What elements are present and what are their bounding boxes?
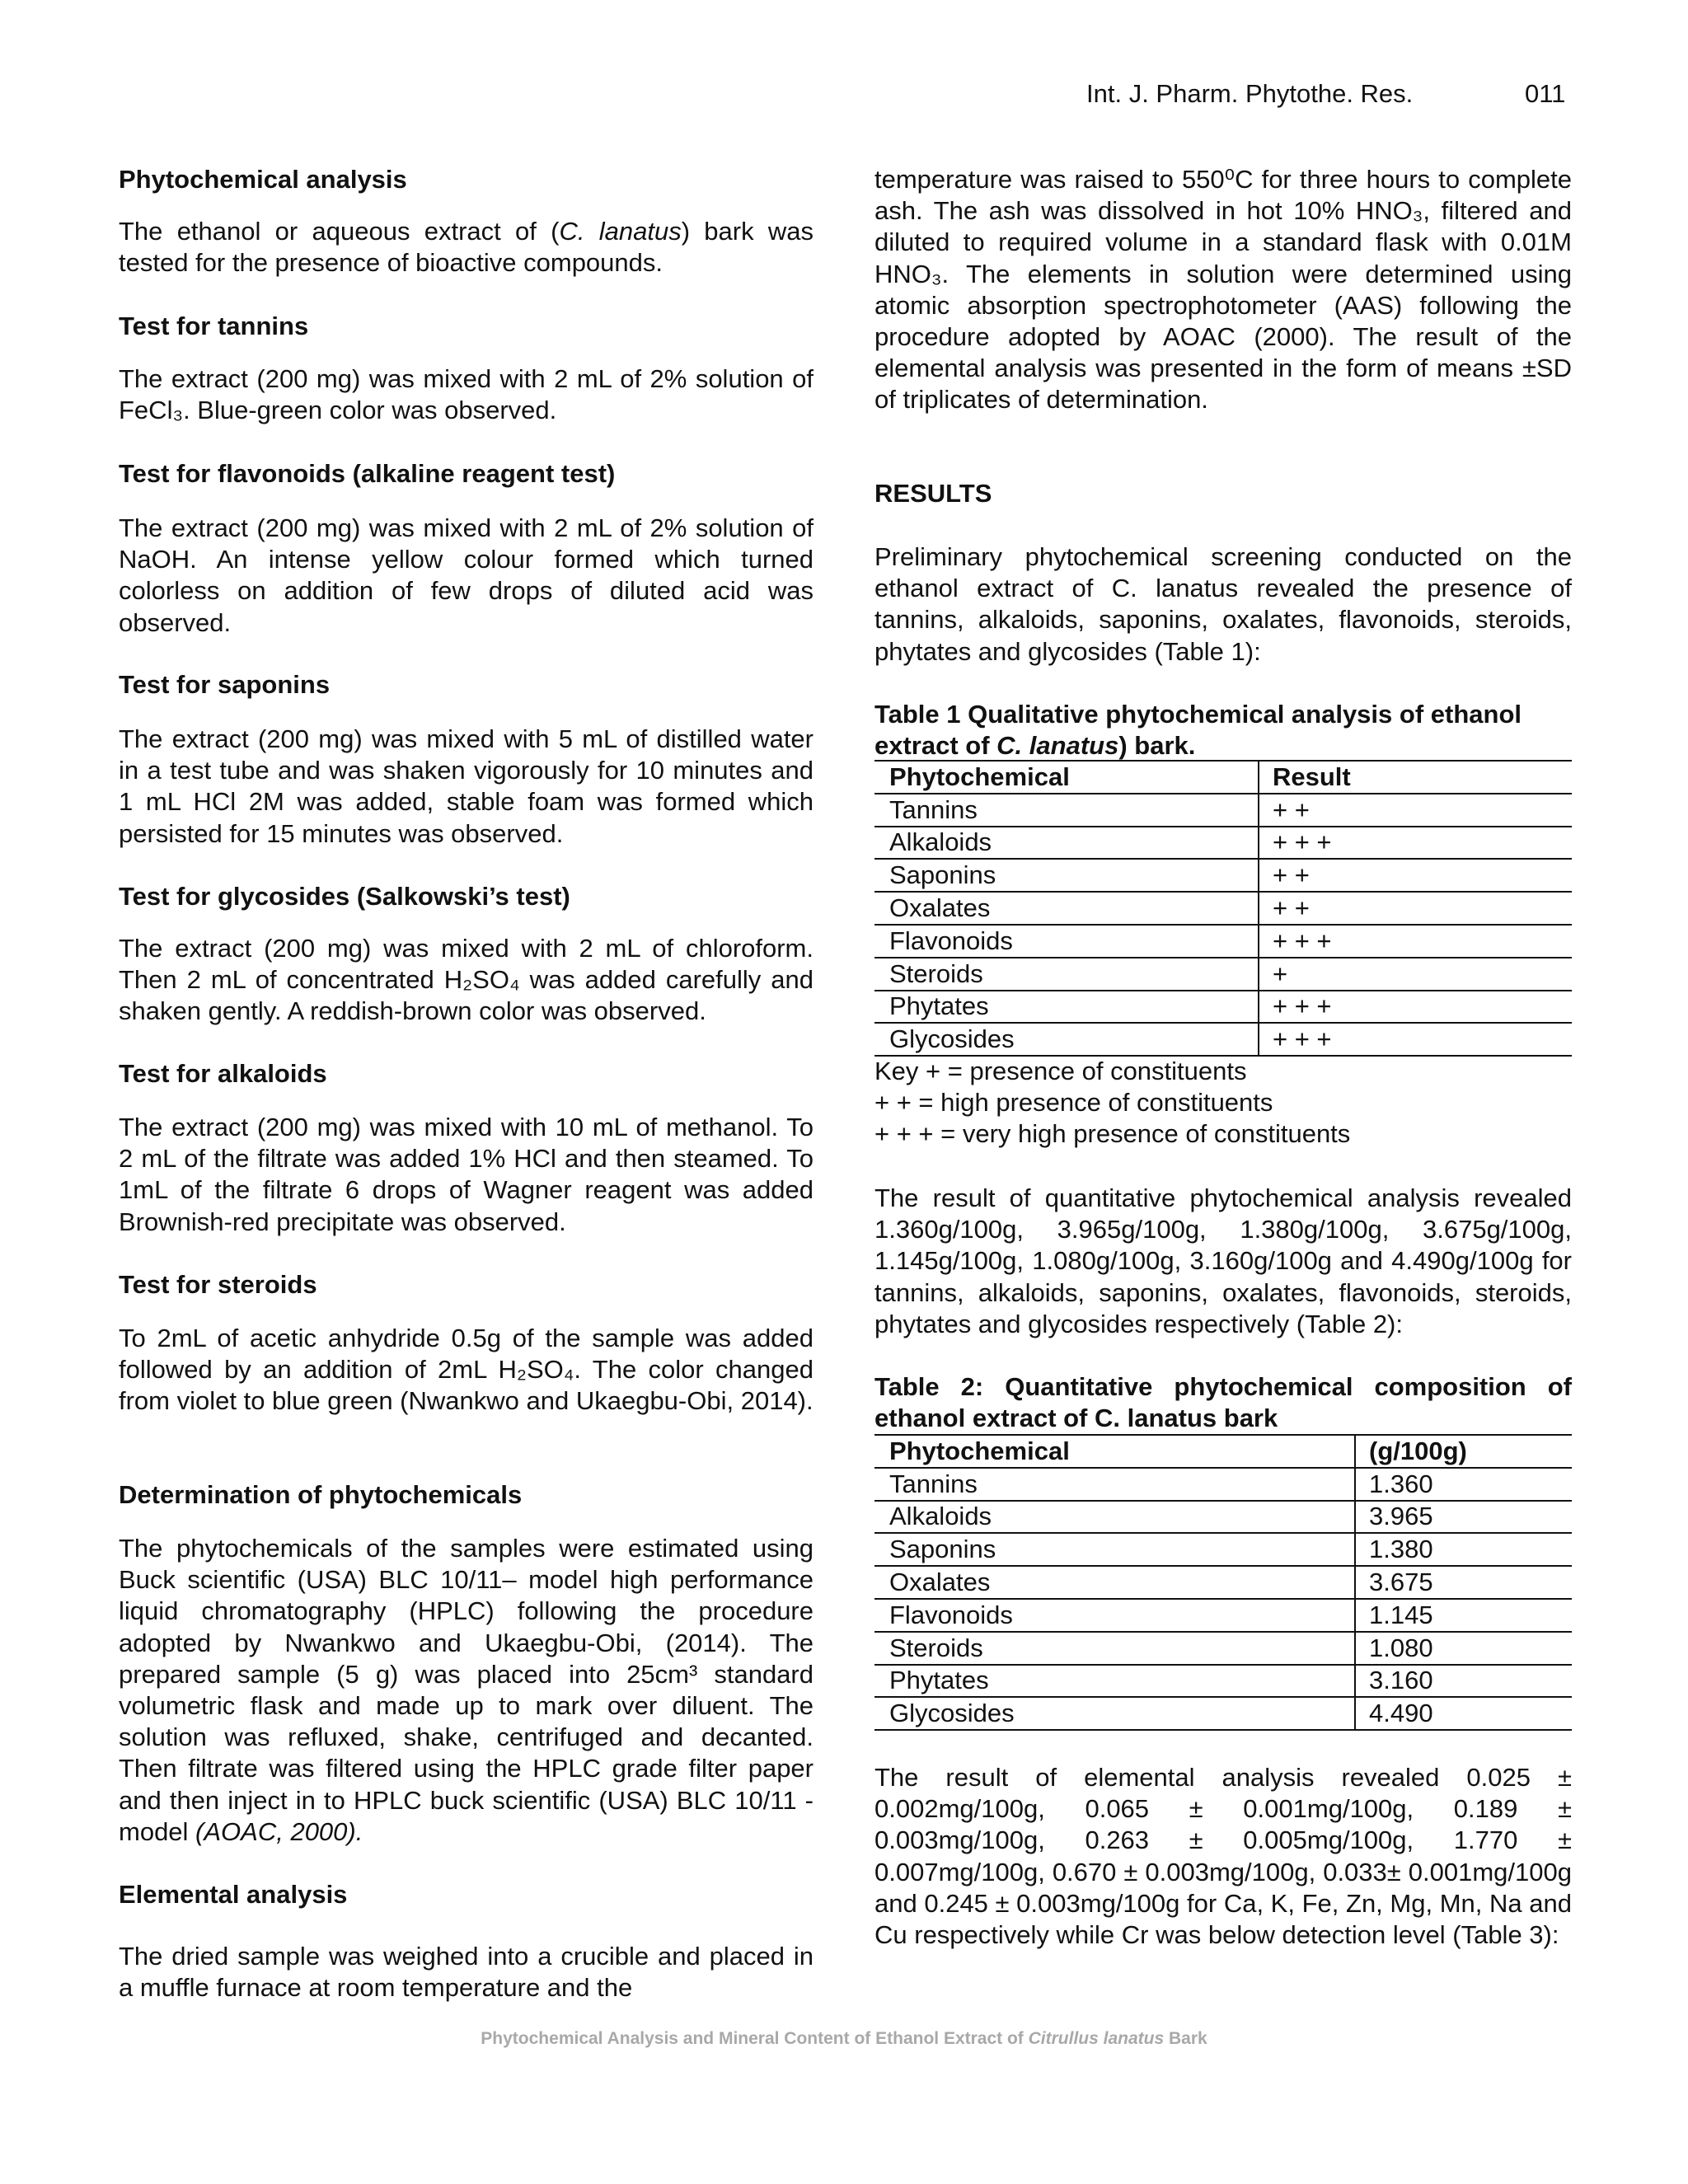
text: ) bark. (1118, 731, 1196, 761)
table-cell: + + (1259, 892, 1572, 925)
table-row (874, 1665, 1572, 1698)
key-line: + + = high presence of constituents (874, 1088, 1273, 1118)
table-row (874, 1468, 1572, 1501)
table-row (874, 1533, 1572, 1566)
heading-flavonoids: Test for flavonoids (alkaline reagent test) (119, 459, 616, 488)
paragraph-alkaloids: The extract (200 mg) was mixed with 10 mL of methanol. To 2 mL of the filtrate was added 1% HCl and then steamed. To 1mL of the filtrate 6 drops of Wagner reagent was added Brownish-red precipitate was observed. (119, 1113, 814, 1236)
table-row (874, 1023, 1572, 1056)
column-header: Phytochemical (874, 761, 1259, 794)
heading-determination: Determination of phytochemicals (119, 1480, 523, 1509)
page-number: 011 (1525, 79, 1566, 108)
table-row (874, 1566, 1572, 1599)
table-row (874, 925, 1572, 958)
table-cell: Steroids (874, 958, 1259, 991)
running-footer (0, 2029, 1688, 2049)
table-row (874, 1599, 1572, 1632)
table-cell: Phytates (874, 1665, 1355, 1698)
paragraph-determination (119, 1533, 814, 1848)
text: Bark (1164, 2029, 1207, 2048)
key-line: + + + = very high presence of constituents (874, 1119, 1351, 1149)
paragraph-results: Preliminary phytochemical screening conducted on the ethanol extract of C. lanatus revealed the presence of tannins, alkaloids, saponins, oxalates, flavonoids, steroids, phytates and glycosides (Table 1): (874, 542, 1572, 666)
table-cell: Phytates (874, 991, 1259, 1024)
table-cell: + + (1259, 794, 1572, 827)
paragraph-quantitative: The result of quantitative phytochemical analysis revealed 1.360g/100g, 3.965g/100g, 1.380g/100g, 3.675g/100g, 1.145g/100g, 1.080g/100g, 3.160g/100g and 4.490g/100g for tannins, alkaloids, saponins, oxalates, flavonoids, steroids, phytates and glycosides respectively (Table 2): (874, 1183, 1572, 1338)
paragraph-tannins: The extract (200 mg) was mixed with 2 mL of 2% solution of FeCl₃. Blue-green color was observed. (119, 364, 814, 425)
species-name: Citrullus lanatus (1028, 2029, 1165, 2048)
table-header-row (874, 761, 1572, 794)
table-row (874, 1697, 1572, 1730)
species-name: C. lanatus (559, 217, 682, 246)
table-cell: + (1259, 958, 1572, 991)
table-cell: Alkaloids (874, 827, 1259, 860)
table-cell: 1.380 (1355, 1533, 1572, 1566)
table-cell: 1.145 (1355, 1599, 1572, 1632)
table1-caption (874, 699, 1572, 762)
column-header: (g/100g) (1355, 1435, 1572, 1468)
table-cell: Oxalates (874, 892, 1259, 925)
key-line: Key + = presence of constituents (874, 1057, 1247, 1085)
paragraph-elemental-analysis: The dried sample was weighed into a crucible and placed in a muffle furnace at room temperature and the (119, 1942, 814, 2003)
text: Table 1 Qualitative phytochemical analysis of ethanol extract of (874, 700, 1522, 761)
column-header: Phytochemical (874, 1435, 1355, 1468)
paragraph-glycosides: The extract (200 mg) was mixed with 2 mL of chloroform. Then 2 mL of concentrated H₂SO₄ was added carefully and shaken gently. A reddish-brown color was observed. (119, 934, 814, 1026)
heading-results: RESULTS (874, 479, 992, 508)
heading-tannins: Test for tannins (119, 312, 309, 340)
table-cell: Glycosides (874, 1023, 1259, 1056)
table-cell: 1.360 (1355, 1468, 1572, 1501)
paragraph-steroids: To 2mL of acetic anhydride 0.5g of the sample was added followed by an addition of 2mL H₂SO₄. The color changed from violet to blue green (Nwankwo and Ukaegbu-Obi, 2014). (119, 1324, 814, 1416)
table-header-row (874, 1435, 1572, 1468)
heading-alkaloids: Test for alkaloids (119, 1059, 327, 1088)
heading-glycosides: Test for glycosides (Salkowski’s test) (119, 882, 570, 911)
paragraph-elemental-results: The result of elemental analysis revealed 0.025 ± 0.002mg/100g, 0.065 ± 0.001mg/100g, 0.189 ± 0.003mg/100g, 0.263 ± 0.005mg/100g, 1.770 ± 0.007mg/100g, 0.670 ± 0.003mg/100g, 0.033± 0.001mg/100g and 0.245 ± 0.003mg/100g for Ca, K, Fe, Zn, Mg, Mn, Na and Cu respectively while Cr was below detection level (Table 3): (874, 1763, 1572, 1950)
species-name: C. lanatus (996, 731, 1119, 761)
table-cell: 3.675 (1355, 1566, 1572, 1599)
paragraph-flavonoids: The extract (200 mg) was mixed with 2 mL of 2% solution of NaOH. An intense yellow colour formed which turned colorless on addition of few drops of diluted acid was observed. (119, 513, 814, 637)
table-cell: Saponins (874, 859, 1259, 892)
table-cell: 3.160 (1355, 1665, 1572, 1698)
table-row (874, 991, 1572, 1024)
heading-saponins: Test for saponins (119, 670, 331, 699)
table-cell: + + + (1259, 827, 1572, 860)
table-row (874, 958, 1572, 991)
table-cell: + + + (1259, 1023, 1572, 1056)
table-cell: 3.965 (1355, 1501, 1572, 1534)
table-row (874, 859, 1572, 892)
text: Phytochemical Analysis and Mineral Content of Ethanol Extract of (481, 2029, 1029, 2048)
text: ) bark was tested for the presence of bioactive compounds. (119, 217, 814, 278)
table-quantitative (874, 1434, 1572, 1731)
column-header: Result (1259, 761, 1572, 794)
table-row (874, 892, 1572, 925)
table-row (874, 1501, 1572, 1534)
table-cell: 1.080 (1355, 1632, 1572, 1665)
table-cell: Glycosides (874, 1697, 1355, 1730)
table-row (874, 794, 1572, 827)
table1-key (874, 1056, 1572, 1151)
table-cell: Steroids (874, 1632, 1355, 1665)
citation: (AOAC, 2000). (195, 1816, 363, 1846)
table-row (874, 827, 1572, 860)
table-cell: Alkaloids (874, 1501, 1355, 1534)
paragraph-saponins: The extract (200 mg) was mixed with 5 mL of distilled water in a test tube and was shaken vigorously for 10 minutes and 1 mL HCl 2M was added, stable foam was formed which persisted for 15 minutes was observed. (119, 724, 814, 848)
running-header-journal: Int. J. Pharm. Phytothe. Res. (1086, 79, 1414, 108)
table-qualitative (874, 760, 1572, 1057)
text: The ethanol or aqueous extract of ( (119, 217, 560, 246)
paragraph-phytochemical-analysis (119, 216, 814, 279)
heading-elemental-analysis: Elemental analysis (119, 1880, 348, 1909)
table-cell: + + (1259, 859, 1572, 892)
table-cell: Flavonoids (874, 925, 1259, 958)
table-cell: Tannins (874, 794, 1259, 827)
heading-phytochemical-analysis: Phytochemical analysis (119, 165, 407, 194)
text: The phytochemicals of the samples were estimated using Buck scientific (USA) BLC 10/11– model high performance liquid chromatography (HPLC) following the procedure adopted by Nwankwo and Ukaegbu-Obi, (2014). The prepared sample (5 g) was placed into 25cm³ standard volumetric flask and made up to mark over diluent. The solution was refluxed, shake, centrifuged and decanted. Then filtrate was filtered using the HPLC grade filter paper and then inject in to HPLC buck scientific (USA) BLC 10/11 - model (119, 1534, 814, 1846)
table-cell: Flavonoids (874, 1599, 1355, 1632)
paragraph-elemental-continued: temperature was raised to 550⁰C for three hours to complete ash. The ash was dissolved in hot 10% HNO₃, filtered and diluted to required volume in a standard flask with 0.01M HNO₃. The elements in solution were determined using atomic absorption spectrophotometer (AAS) following the procedure adopted by AOAC (2000). The result of the elemental analysis was presented in the form of means ±SD of triplicates of determination. (874, 165, 1572, 415)
table-cell: 4.490 (1355, 1697, 1572, 1730)
table-cell: Tannins (874, 1468, 1355, 1501)
table-cell: Oxalates (874, 1566, 1355, 1599)
table-cell: + + + (1259, 925, 1572, 958)
heading-steroids: Test for steroids (119, 1270, 317, 1299)
table-cell: + + + (1259, 991, 1572, 1024)
table-cell: Saponins (874, 1533, 1355, 1566)
table-row (874, 1632, 1572, 1665)
table2-caption: Table 2: Quantitative phytochemical composition of ethanol extract of C. lanatus bark (874, 1372, 1572, 1433)
